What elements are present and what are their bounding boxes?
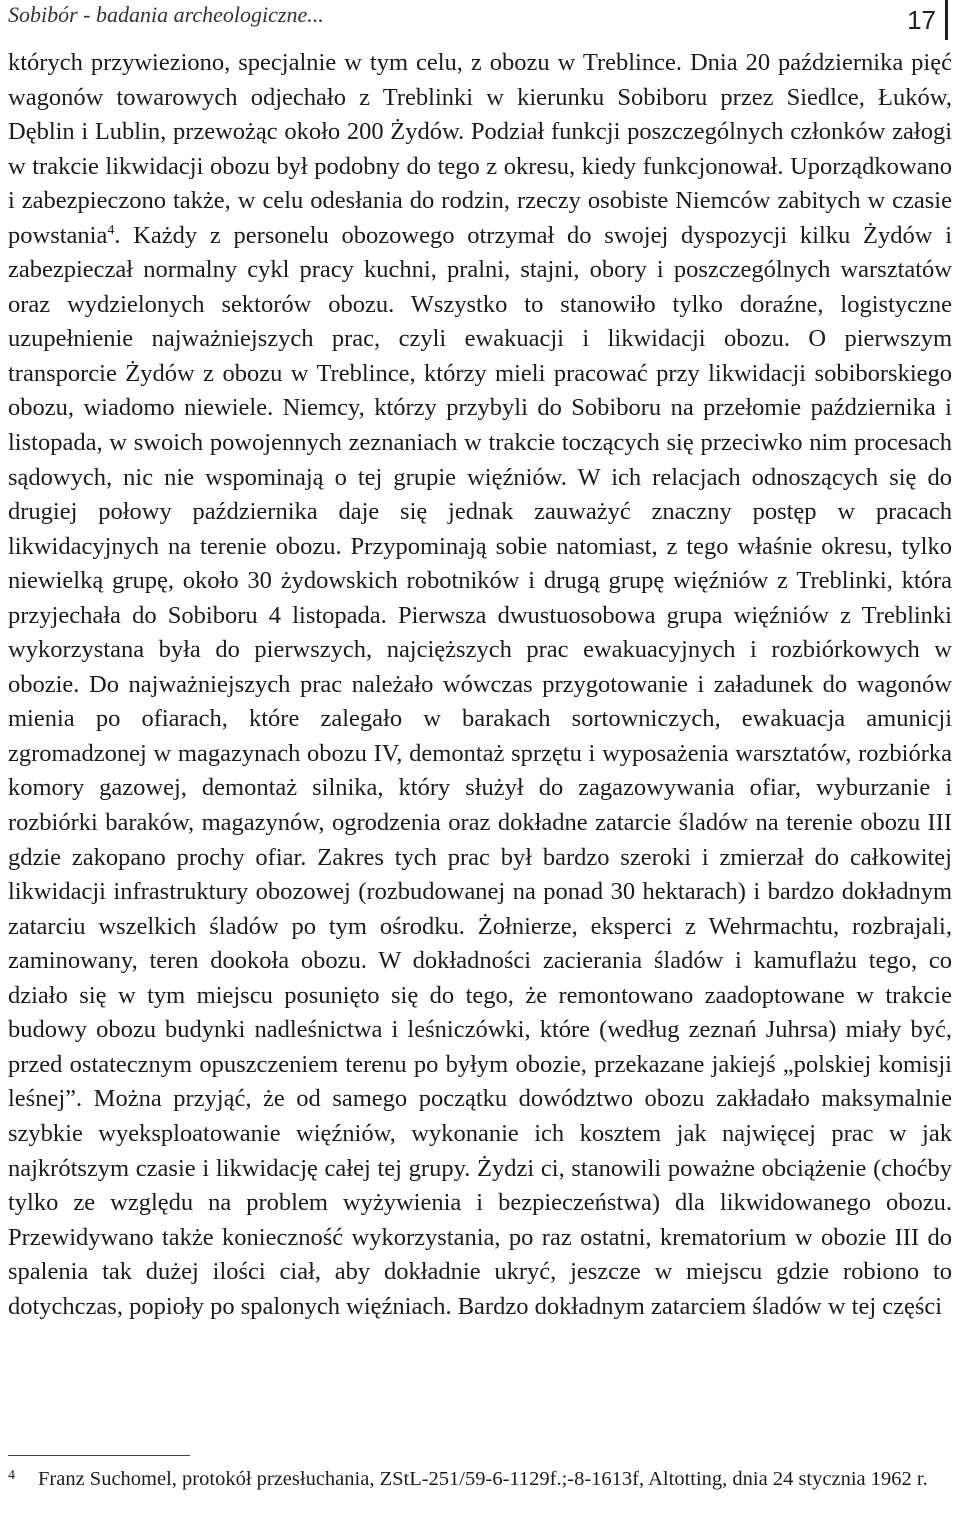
body-paragraph	[8, 46, 952, 1324]
footnote-number: 4	[8, 1468, 15, 1483]
footnote-text: Franz Suchomel, protokół przesłuchania, ZStL-251/59-6-1129f.;-8-1613f, Altotting, dnia 24 stycznia 1962 r.	[38, 1468, 928, 1490]
page-number: 17	[907, 5, 936, 35]
running-title: Sobibór - badania archeologiczne...	[8, 2, 324, 27]
footnote-separator	[8, 1455, 190, 1456]
footnote	[8, 1465, 952, 1494]
body-text-part-2: . Każdy z personelu obozowego otrzymał do swojej dyspozycji kilku Żydów i zabezpieczał normalny cykl pracy kuchni, pralni, stajni, obory i poszczególnych warsztatów oraz wydzielonych sektorów obozu. Wszystko to stanowiło tylko doraźne, logistyczne uzupełnienie najważniejszych prac, czyli ewakuacji i likwidacji obozu. O pierwszym transporcie Żydów z obozu w Treblince, którzy mieli pracować przy likwidacji sobiborskiego obozu, wiadomo niewiele. Niemcy, którzy przybyli do Sobiboru na przełomie października i listopada, w swoich powojennych zeznaniach w trakcie toczących się przeciwko nim procesach sądowych, nic nie wspominają o tej grupie więźniów. W ich relacjach odnoszących się do drugiej połowy października daje się jednak zauważyć znaczny postęp w pracach likwidacyjnych na terenie obozu. Przypominają sobie natomiast, z tego właśnie okresu, tylko niewielką grupę, około 30 żydowskich robotników i drugą grupę więźniów z Treblinki, która przyjechała do Sobiboru 4 listopada. Pierwsza dwustuosobowa grupa więźniów z Treblinki wykorzystana była do pierwszych, najcięższych prac ewakuacyjnych i rozbiórkowych w obozie. Do najważniejszych prac należało wówczas przygotowanie i załadunek do wagonów mienia po ofiarach, które zalegało w barakach sortowniczych, ewakuacja amunicji zgromadzonej w magazynach obozu IV, demontaż sprzętu i wyposażenia warsztatów, rozbiórka komory gazowej, demontaż silnika, który służył do zagazowywania ofiar, wyburzanie i rozbiórki baraków, magazynów, ogrodzenia oraz dokładne zatarcie śladów na terenie obozu III gdzie zakopano prochy ofiar. Zakres tych prac był bardzo szeroki i zmierzał do całkowitej likwidacji infrastruktury obozowej (rozbudowanej na ponad 30 hektarach) i bardzo dokładnym zatarciu wszelkich śladów po tym ośrodku. Żołnierze, eksperci z Wehrmachtu, rozbrajali, zaminowany, teren dookoła obozu. W dokładności zacierania śladów i kamuflażu tego, co działo się w tym miejscu posunięto się do tego, że remontowano zaadoptowane w trakcie budowy obozu budynki nadleśnictwa i leśniczówki, które (według zeznań Juhrsa) miały być, przed ostatecznym opuszczeniem terenu po byłym obozie, przekazane jakiejś „polskiej komisji leśnej”. Można przyjąć, że od samego początku dowództwo obozu zakładało maksymalnie szybkie wyeksploatowanie więźniów, wykonanie ich kosztem jak najwięcej prac w jak najkrótszym czasie i likwidację całej tej grupy. Żydzi ci, stanowili poważne obciążenie (choćby tylko ze względu na problem wyżywienia i bezpieczeństwa) dla likwidowanego obozu. Przewidywano także konieczność wykorzystania, po raz ostatni, krematorium w obozie III do spalenia tak dużej ilości ciał, aby dokładnie ukryć, jeszcze w miejscu gdzie robiono to dotychczas, popioły po spalonych więźniach. Bardzo dokładnym zatarciem śladów w tej części	[8, 221, 952, 1320]
footnote-reference[interactable]: 4	[107, 222, 115, 238]
body-text-part-1: których przywieziono, specjalnie w tym celu, z obozu w Treblince. Dnia 20 października pięć wagonów towarowych odjechało z Treblinki w kierunku Sobiboru przez Siedlce, Łuków, Dęblin i Lublin, przewożąc około 200 Żydów. Podział funkcji poszczególnych członków załogi w trakcie likwidacji obozu był podobny do tego z okresu, kiedy funkcjonował. Uporządkowano i zabezpieczono także, w celu odesłania do rodzin, rzeczy osobiste Niemców zabitych w czasie powstania	[8, 49, 952, 249]
page-number-rule	[945, 0, 948, 40]
